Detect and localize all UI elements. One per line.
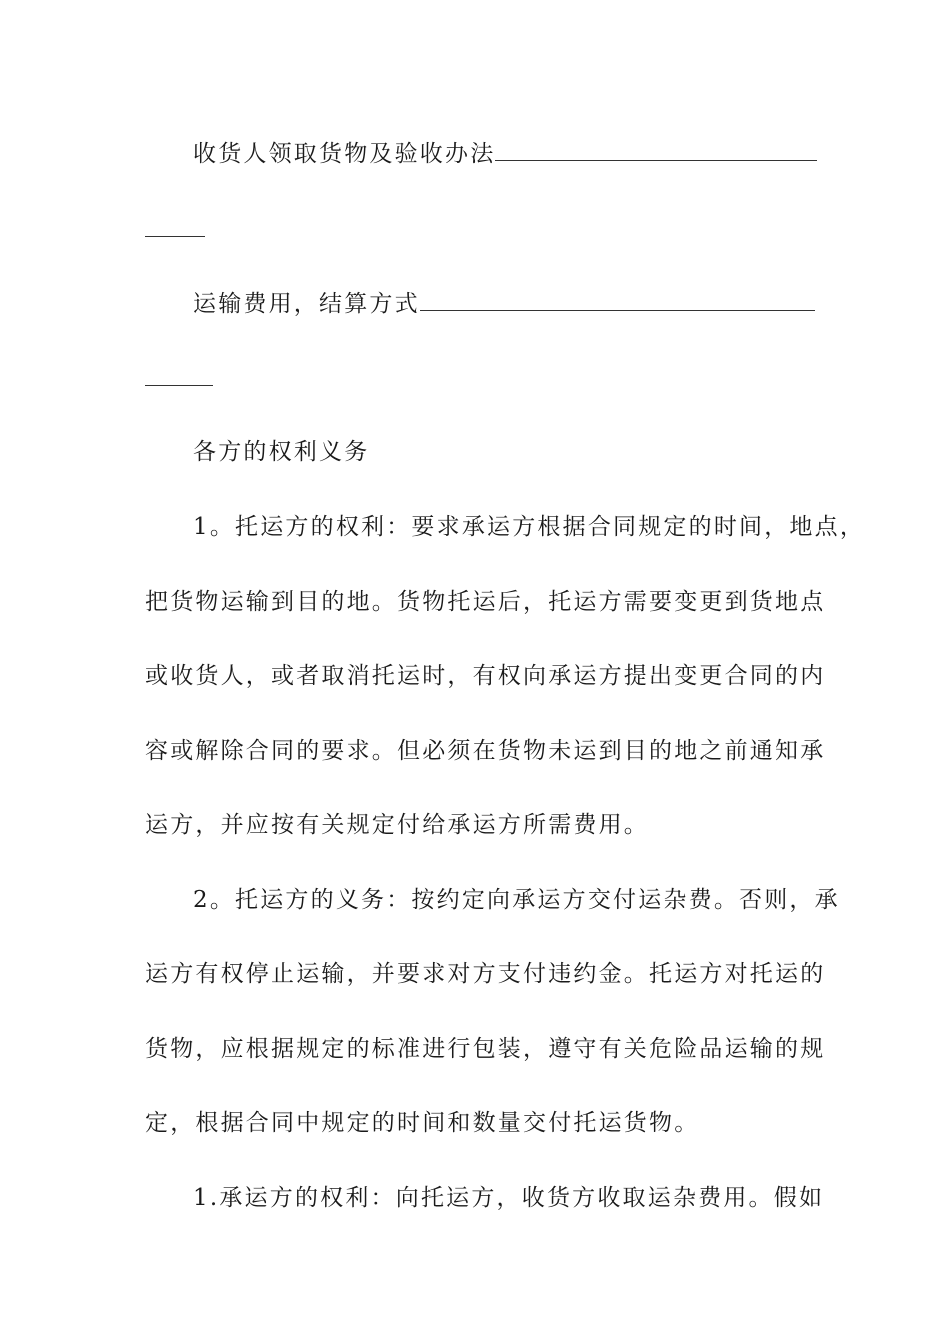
- paragraph-line: 或收货人，或者取消托运时，有权向承运方提出变更合同的内: [145, 663, 826, 689]
- paragraph-line: 2。托运方的义务：按约定向承运方交付运杂费。否则，承: [193, 887, 840, 913]
- paragraph-line: 1.承运方的权利：向托运方，收货方收取运杂费用。假如: [193, 1185, 825, 1211]
- transport-fees-label: 运输费用，结算方式: [193, 291, 420, 317]
- paragraph-line: 运方，并应按有关规定付给承运方所需费用。: [145, 812, 649, 838]
- receipt-method-blank[interactable]: [495, 138, 817, 161]
- paragraph-line: 容或解除合同的要求。但必须在货物未运到目的地之前通知承: [145, 738, 826, 764]
- paragraph-line: 运方有权停止运输，并要求对方支付违约金。托运方对托运的: [145, 961, 826, 987]
- paragraph-line: 定，根据合同中规定的时间和数量交付托运货物。: [145, 1110, 700, 1136]
- transport-fees-field: [193, 288, 833, 319]
- section-heading: 各方的权利义务: [193, 439, 370, 465]
- receipt-method-blank-continuation: [145, 236, 205, 237]
- receipt-method-field: [193, 138, 833, 169]
- transport-fees-blank-continuation: [145, 385, 213, 386]
- paragraph-line: 1。托运方的权利：要求承运方根据合同规定的时间，地点，: [193, 514, 866, 540]
- receipt-method-label: 收货人领取货物及验收办法: [193, 141, 496, 167]
- paragraph-line: 货物，应根据规定的标准进行包装，遵守有关危险品运输的规: [145, 1036, 826, 1062]
- transport-fees-blank[interactable]: [420, 288, 815, 311]
- paragraph-line: 把货物运输到目的地。货物托运后，托运方需要变更到货地点: [145, 589, 826, 615]
